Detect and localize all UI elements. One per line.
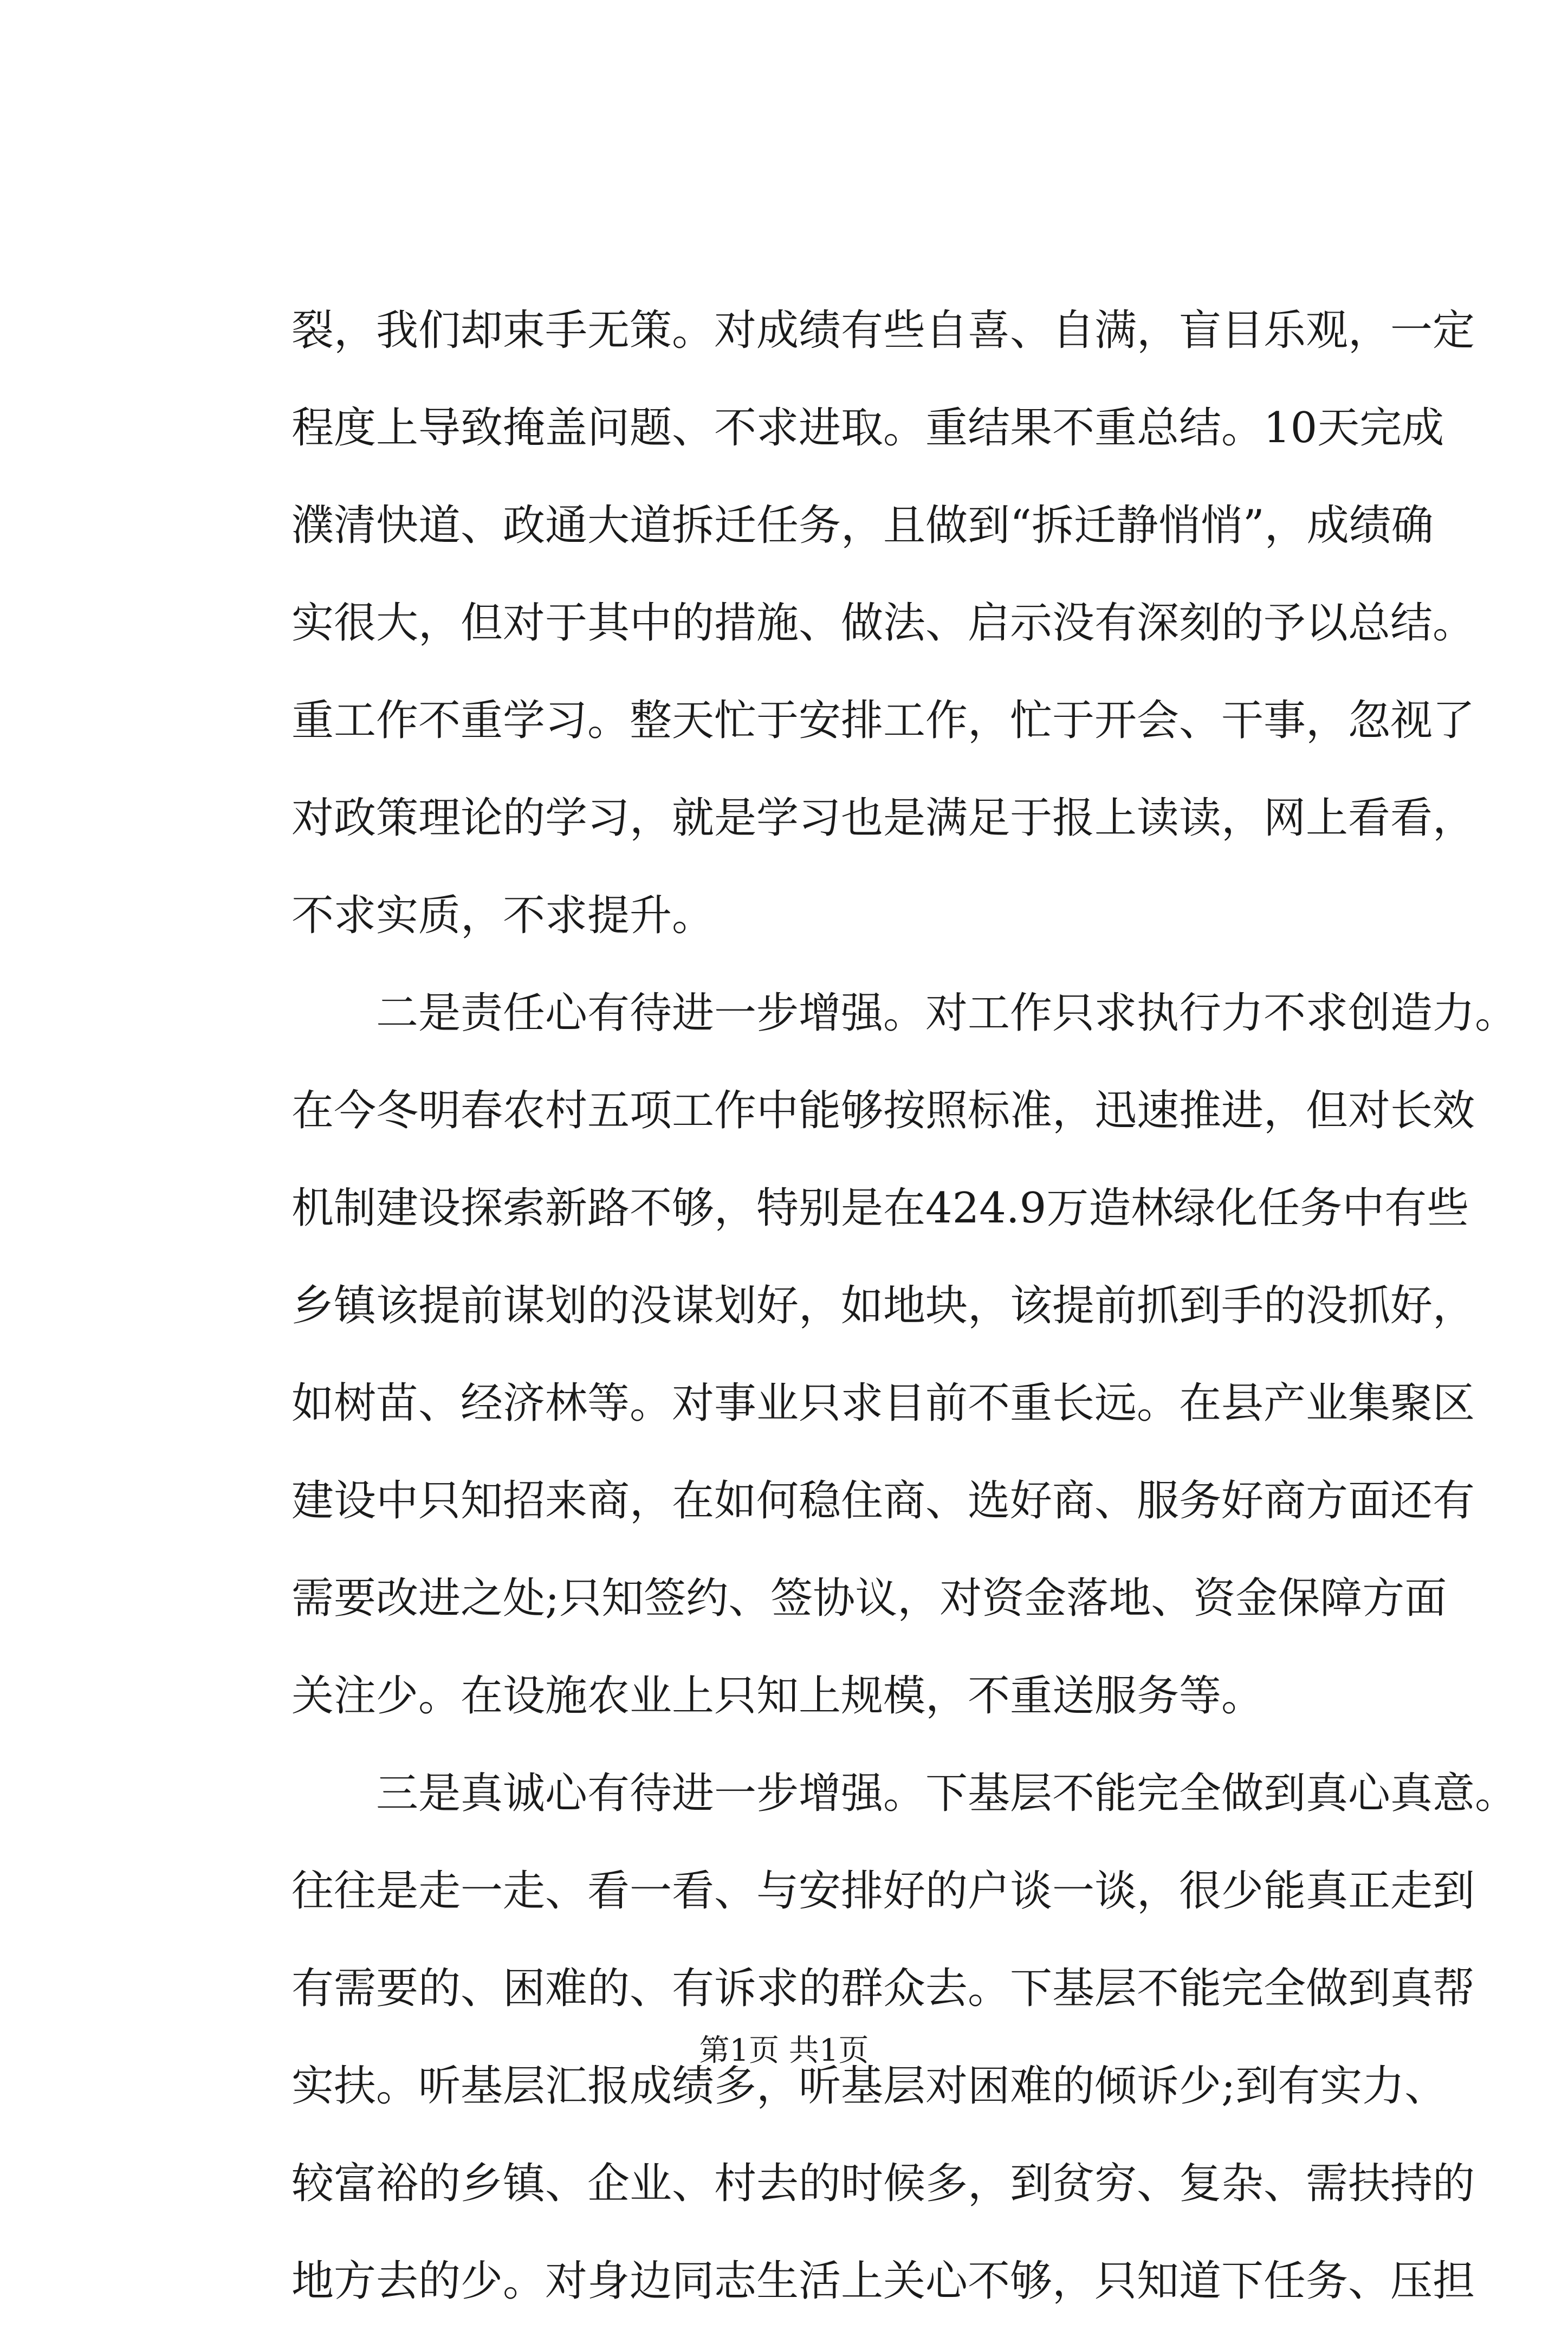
text-line: 程度上导致掩盖问题、不求进取。重结果不重总结。10天完成 [291,404,1444,452]
text-line: 二是责任心有待进一步增强。对工作只求执行力不求创造力。 [376,989,1518,1038]
text-line: 机制建设探索新路不够，特别是在424.9万造林绿化任务中有些 [291,1184,1469,1233]
text-line: 在今冬明春农村五项工作中能够按照标准，迅速推进，但对长效 [291,1086,1475,1135]
text-line: 往往是走一走、看一看、与安排好的户谈一谈，很少能真正走到 [291,1867,1475,1915]
document-body [291,282,1518,2330]
text-line: 有需要的、困难的、有诉求的群众去。下基层不能完全做到真帮 [291,1964,1475,2013]
text-line: 濮清快道、政通大道拆迁任务，且做到“拆迁静悄悄”，成绩确 [291,501,1434,550]
text-line: 三是真诚心有待进一步增强。下基层不能完全做到真心真意。 [376,1769,1518,1818]
text-line: 乡镇该提前谋划的没谋划好，如地块，该提前抓到手的没抓好， [291,1282,1475,1330]
page-footer: 第1页 共1页 [699,2033,869,2068]
text-line: 对政策理论的学习，就是学习也是满足于报上读读，网上看看， [291,794,1475,843]
text-line: 重工作不重学习。整天忙于安排工作，忙于开会、干事，忽视了 [291,696,1475,745]
text-line: 如树苗、经济林等。对事业只求目前不重长远。在县产业集聚区 [291,1379,1475,1428]
text-line: 不求实质，不求提升。 [291,891,715,940]
text-line: 需要改进之处;只知签约、签协议，对资金落地、资金保障方面 [291,1574,1447,1623]
text-line: 实扶。听基层汇报成绩多，听基层对困难的倾诉少;到有实力、 [291,2062,1447,2111]
text-line: 实很大，但对于其中的措施、做法、启示没有深刻的予以总结。 [291,599,1475,648]
text-line: 关注少。在设施农业上只知上规模，不重送服务等。 [291,1672,1264,1720]
text-line: 较富裕的乡镇、企业、村去的时候多，到贫穷、复杂、需扶持的 [291,2159,1475,2208]
text-line: 地方去的少。对身边同志生活上关心不够，只知道下任务、压担 [291,2257,1475,2306]
text-line: 建设中只知招来商，在如何稳住商、选好商、服务好商方面还有 [291,1477,1475,1525]
text-line: 裂，我们却束手无策。对成绩有些自喜、自满，盲目乐观，一定 [291,306,1475,355]
